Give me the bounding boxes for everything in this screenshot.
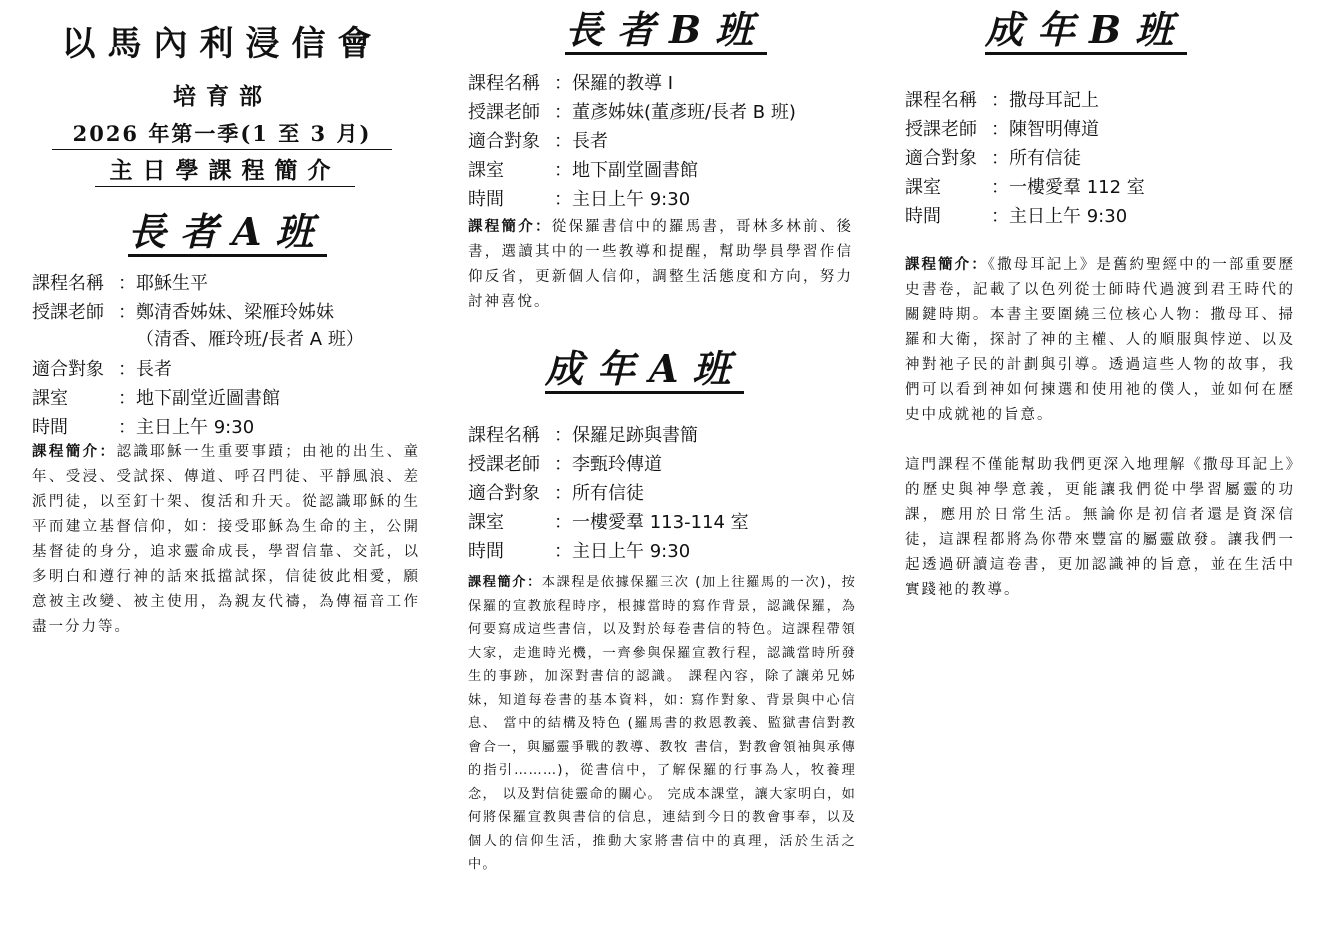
course-row (905, 86, 1305, 115)
course-value: 耶穌生平 (136, 273, 208, 294)
colon: ： (554, 189, 572, 210)
course-description-elder-a (32, 440, 420, 640)
audience-row (32, 355, 432, 384)
teacher-label: 授課老師 (468, 102, 540, 123)
description-label: 課程簡介： (905, 257, 988, 273)
teacher-row (468, 450, 868, 479)
time-value: 主日上午 9:30 (572, 189, 691, 210)
colon: ： (118, 417, 136, 438)
colon: ： (991, 177, 1009, 198)
description-label: 課程簡介： (468, 219, 552, 235)
time-label: 時間 (468, 541, 504, 562)
colon: ： (991, 148, 1009, 169)
description-text: 從保羅書信中的羅馬書，哥林多林前、後書，選讀其中的一些教導和提醒，幫助學員學習作信仰反省，更新個人信仰，調整生活態度和方向，努力討神喜悅。 (468, 219, 853, 310)
teacher-row (32, 298, 432, 327)
colon: ： (991, 90, 1009, 111)
colon: ： (118, 359, 136, 380)
class-info-adult-a (468, 421, 868, 566)
season-title: 2026 年第一季(1 至 3 月) (52, 118, 392, 150)
teacher-value: 陳智明傳道 (1009, 119, 1099, 140)
colon: ： (554, 454, 572, 475)
department-title: 培育部 (173, 83, 272, 110)
class-info-elder-a (32, 269, 432, 442)
teacher-row (905, 115, 1305, 144)
time-row (468, 537, 868, 566)
colon: ： (554, 73, 572, 94)
audience-value: 所有信徒 (1009, 148, 1081, 169)
church-name: 以馬內利浸信會 (61, 24, 384, 64)
teacher-note-row (32, 327, 432, 355)
description-label: 課程簡介： (468, 575, 542, 590)
room-label: 課室 (468, 512, 504, 533)
course-label: 課程名稱 (905, 90, 977, 111)
time-value: 主日上午 9:30 (136, 417, 255, 438)
description-text: 本課程是依據保羅三次 (加上往羅馬的一次)，按保羅的宣教旅程時序，根據當時的寫作背景，認識保羅，為何要寫成這些書信，以及對於每卷書信的特色。這課程帶領大家，走進時光機，一齊參與保羅宣教行程，認識當時所發生的事跡，加深對書信的認識。 課程內容，除了讓弟兄姊妹，知道每卷書的基本資料，如: 寫作對象、背景與中心信息、 當中的結構及特色 (羅馬書的救恩教義、監獄書信對教會合一，與屬靈爭戰的教導、教牧 書信，對教會領袖與承傳的指引………)，從書信中，了解保羅的行事為人，牧養理念， 以及對信徒靈命的關心。 完成本課堂，讓大家明白，如何將保羅宣教與書信的信息，連結到今日的教會事奉，以及 個人的信仰生活，推動大家將書信中的真理，活於生活之中。 (468, 575, 857, 872)
course-label: 課程名稱 (468, 425, 540, 446)
colon: ： (118, 388, 136, 409)
time-value: 主日上午 9:30 (572, 541, 691, 562)
room-label: 課室 (468, 160, 504, 181)
course-value: 保羅足跡與書簡 (572, 425, 698, 446)
audience-label: 適合對象 (905, 148, 977, 169)
course-value: 保羅的教導 I (572, 73, 674, 94)
description-text: 認識耶穌一生重要事蹟；由祂的出生、童年、受浸、受試探、傳道、呼召門徒、平靜風浪、差派門徒，以至釘十架、復活和升天。從認識耶穌的生平而建立基督信仰，如：接受耶穌為生命的主，公開基督徒的身分，追求靈命成長，學習信靠、交託，以多明白和遵行神的話來抵擋試探，信徒彼此相愛，願意被主改變、被主使用，為親友代禱，為傳福音工作盡一分力等。 (32, 444, 421, 635)
time-row (32, 413, 432, 442)
teacher-row (468, 98, 868, 127)
colon: ： (554, 541, 572, 562)
room-value: 地下副堂近圖書館 (136, 388, 280, 409)
teacher-value: 董彥姊妹(董彥班/長者 B 班) (572, 102, 796, 123)
class-title-adult-a: 成年A班 (545, 347, 744, 394)
course-row (32, 269, 432, 298)
class-title-elder-b: 長者B班 (565, 8, 767, 55)
teacher-value: 李甄玲傳道 (572, 454, 662, 475)
course-row (468, 421, 868, 450)
time-label: 時間 (32, 417, 68, 438)
audience-value: 長者 (136, 359, 172, 380)
room-label: 課室 (32, 388, 68, 409)
course-description-elder-b (468, 215, 853, 315)
audience-row (905, 144, 1305, 173)
description-label: 課程簡介： (32, 444, 117, 460)
audience-value: 所有信徒 (572, 483, 644, 504)
course-label: 課程名稱 (32, 273, 104, 294)
teacher-value: 鄭清香姊妹、梁雁玲姊妹 (136, 302, 334, 323)
audience-label: 適合對象 (468, 483, 540, 504)
time-value: 主日上午 9:30 (1009, 206, 1128, 227)
room-value: 地下副堂圖書館 (572, 160, 698, 181)
room-label: 課室 (905, 177, 941, 198)
page-title: 主日學課程簡介 (95, 152, 355, 187)
colon: ： (554, 160, 572, 181)
teacher-label: 授課老師 (468, 454, 540, 475)
room-row (468, 156, 868, 185)
time-label: 時間 (905, 206, 941, 227)
course-row (468, 69, 868, 98)
course-description-adult-a (468, 571, 856, 877)
colon: ： (118, 302, 136, 323)
room-row (905, 173, 1305, 202)
time-label: 時間 (468, 189, 504, 210)
audience-row (468, 479, 868, 508)
audience-value: 長者 (572, 131, 608, 152)
colon: ： (554, 512, 572, 533)
course-value: 撒母耳記上 (1009, 90, 1099, 111)
teacher-label: 授課老師 (905, 119, 977, 140)
time-row (468, 185, 868, 214)
description-text: 《撒母耳記上》是舊約聖經中的一部重要歷史書卷，記載了以色列從士師時代過渡到君王時代的關鍵時期。本書主要圍繞三位核心人物：撒母耳、掃羅和大衛，探討了神的主權、人的順服與悖逆、以及神對祂子民的計劃與引導。透過這些人物的故事，我們可以看到神如何揀選和使用祂的僕人，並如何在歷史中成就祂的旨意。 (905, 257, 1296, 423)
class-title-elder-a: 長者A班 (128, 210, 327, 257)
time-row (905, 202, 1305, 231)
course-description-adult-b (905, 253, 1295, 603)
audience-row (468, 127, 868, 156)
course-label: 課程名稱 (468, 73, 540, 94)
room-value: 一樓愛羣 112 室 (1009, 177, 1145, 198)
room-row (32, 384, 432, 413)
colon: ： (554, 425, 572, 446)
colon: ： (554, 483, 572, 504)
class-info-elder-b (468, 69, 868, 214)
teacher-note: （清香、雁玲班/長者 A 班） (136, 329, 364, 350)
room-value: 一樓愛羣 113-114 室 (572, 512, 749, 533)
colon: ： (991, 206, 1009, 227)
colon: ： (118, 273, 136, 294)
class-title-adult-b: 成年B班 (985, 8, 1187, 55)
teacher-label: 授課老師 (32, 302, 104, 323)
colon: ： (991, 119, 1009, 140)
room-row (468, 508, 868, 537)
audience-label: 適合對象 (32, 359, 104, 380)
description-text-2: 這門課程不僅能幫助我們更深入地理解《撒母耳記上》的歷史與神學意義，更能讓我們從中學習屬靈的功課，應用於日常生活。無論你是初信者還是資深信徒，這課程都將為你帶來豐富的屬靈啟發。讓我們一起透過研讀這卷書，更加認識神的旨意，並在生活中實踐祂的教導。 (905, 457, 1295, 598)
colon: ： (554, 131, 572, 152)
class-info-adult-b (905, 86, 1305, 231)
audience-label: 適合對象 (468, 131, 540, 152)
colon: ： (554, 102, 572, 123)
